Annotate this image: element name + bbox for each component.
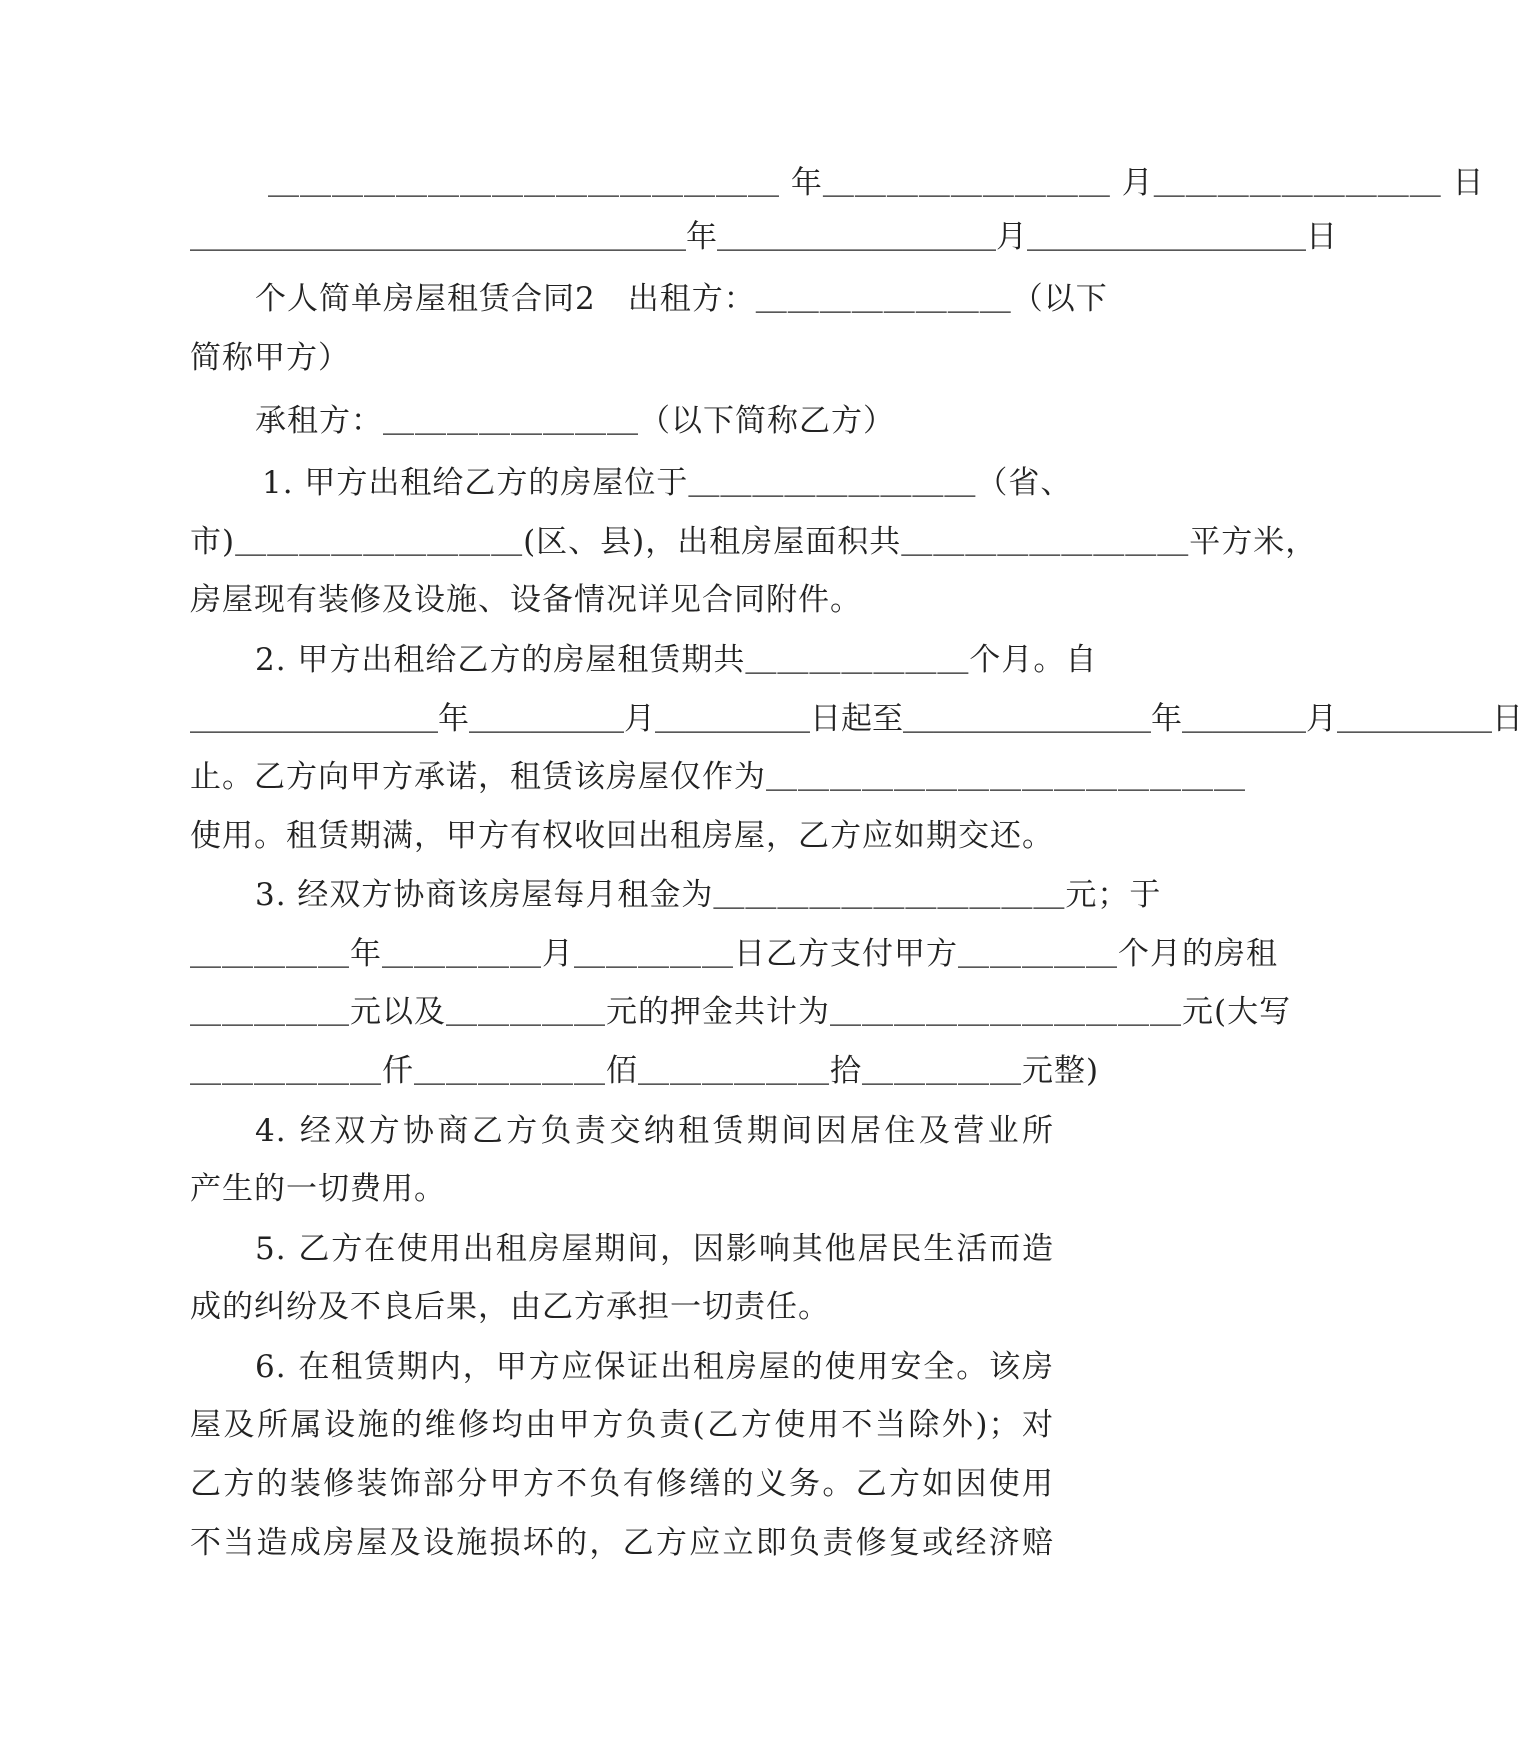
lessor-note: 简称甲方） — [190, 340, 350, 376]
date-line-2: ＿＿＿＿＿＿＿＿＿＿＿＿＿＿＿＿年＿＿＿＿＿＿＿＿＿月＿＿＿＿＿＿＿＿＿日 — [190, 219, 1337, 255]
clause-2-line-3: 止。乙方向甲方承诺，租赁该房屋仅作为＿＿＿＿＿＿＿＿＿＿＿＿＿＿＿ — [190, 759, 1246, 795]
clause-2-line-4: 使用。租赁期满，甲方有权收回出租房屋，乙方应如期交还。 — [190, 818, 1054, 854]
clause-6-line-1: 6. 在租赁期内，甲方应保证出租房屋的使用安全。该房 — [255, 1349, 1054, 1385]
contract-title-line: 个人简单房屋租赁合同2 出租方：＿＿＿＿＿＿＿＿（以下 — [255, 281, 1108, 317]
clause-6-line-3: 乙方的装修装饰部分甲方不负有修缮的义务。乙方如因使用 — [190, 1466, 1054, 1502]
clause-2-line-1: 2. 甲方出租给乙方的房屋租赁期共＿＿＿＿＿＿＿个月。自 — [255, 642, 1098, 678]
clause-4-line-2: 产生的一切费用。 — [190, 1171, 446, 1207]
clause-3-line-1: 3. 经双方协商该房屋每月租金为＿＿＿＿＿＿＿＿＿＿＿元；于 — [255, 877, 1162, 913]
clause-3-line-3: ＿＿＿＿＿元以及＿＿＿＿＿元的押金共计为＿＿＿＿＿＿＿＿＿＿＿元(大写 — [190, 994, 1292, 1030]
clause-2-line-2: ＿＿＿＿＿＿＿＿年＿＿＿＿＿月＿＿＿＿＿日起至＿＿＿＿＿＿＿＿年＿＿＿＿月＿＿＿＿＿日 — [190, 701, 1523, 737]
clause-6-line-4: 不当造成房屋及设施损坏的，乙方应立即负责修复或经济赔 — [190, 1525, 1054, 1561]
clause-4-line-1: 4. 经双方协商乙方负责交纳租赁期间因居住及营业所 — [255, 1113, 1054, 1149]
date-line-1: ＿＿＿＿＿＿＿＿＿＿＿＿＿＿＿＿ 年＿＿＿＿＿＿＿＿＿ 月＿＿＿＿＿＿＿＿＿ 日 — [268, 165, 1485, 201]
clause-3-line-2: ＿＿＿＿＿年＿＿＿＿＿月＿＿＿＿＿日乙方支付甲方＿＿＿＿＿个月的房租 — [190, 936, 1278, 972]
clause-1-line-1: 1. 甲方出租给乙方的房屋位于＿＿＿＿＿＿＿＿＿（省、 — [262, 465, 1073, 501]
clause-1-line-3: 房屋现有装修及设施、设备情况详见合同附件。 — [190, 582, 862, 618]
clause-3-line-4: ＿＿＿＿＿＿仟＿＿＿＿＿＿佰＿＿＿＿＿＿拾＿＿＿＿＿元整) — [190, 1053, 1100, 1089]
clause-1-line-2: 市)＿＿＿＿＿＿＿＿＿(区、县)，出租房屋面积共＿＿＿＿＿＿＿＿＿平方米， — [190, 524, 1318, 560]
lessee-line: 承租方：＿＿＿＿＿＿＿＿（以下简称乙方） — [255, 403, 895, 439]
clause-6-line-2: 屋及所属设施的维修均由甲方负责(乙方使用不当除外)；对 — [190, 1407, 1054, 1443]
clause-5-line-1: 5. 乙方在使用出租房屋期间，因影响其他居民生活而造 — [255, 1231, 1054, 1267]
clause-5-line-2: 成的纠纷及不良后果，由乙方承担一切责任。 — [190, 1289, 830, 1325]
